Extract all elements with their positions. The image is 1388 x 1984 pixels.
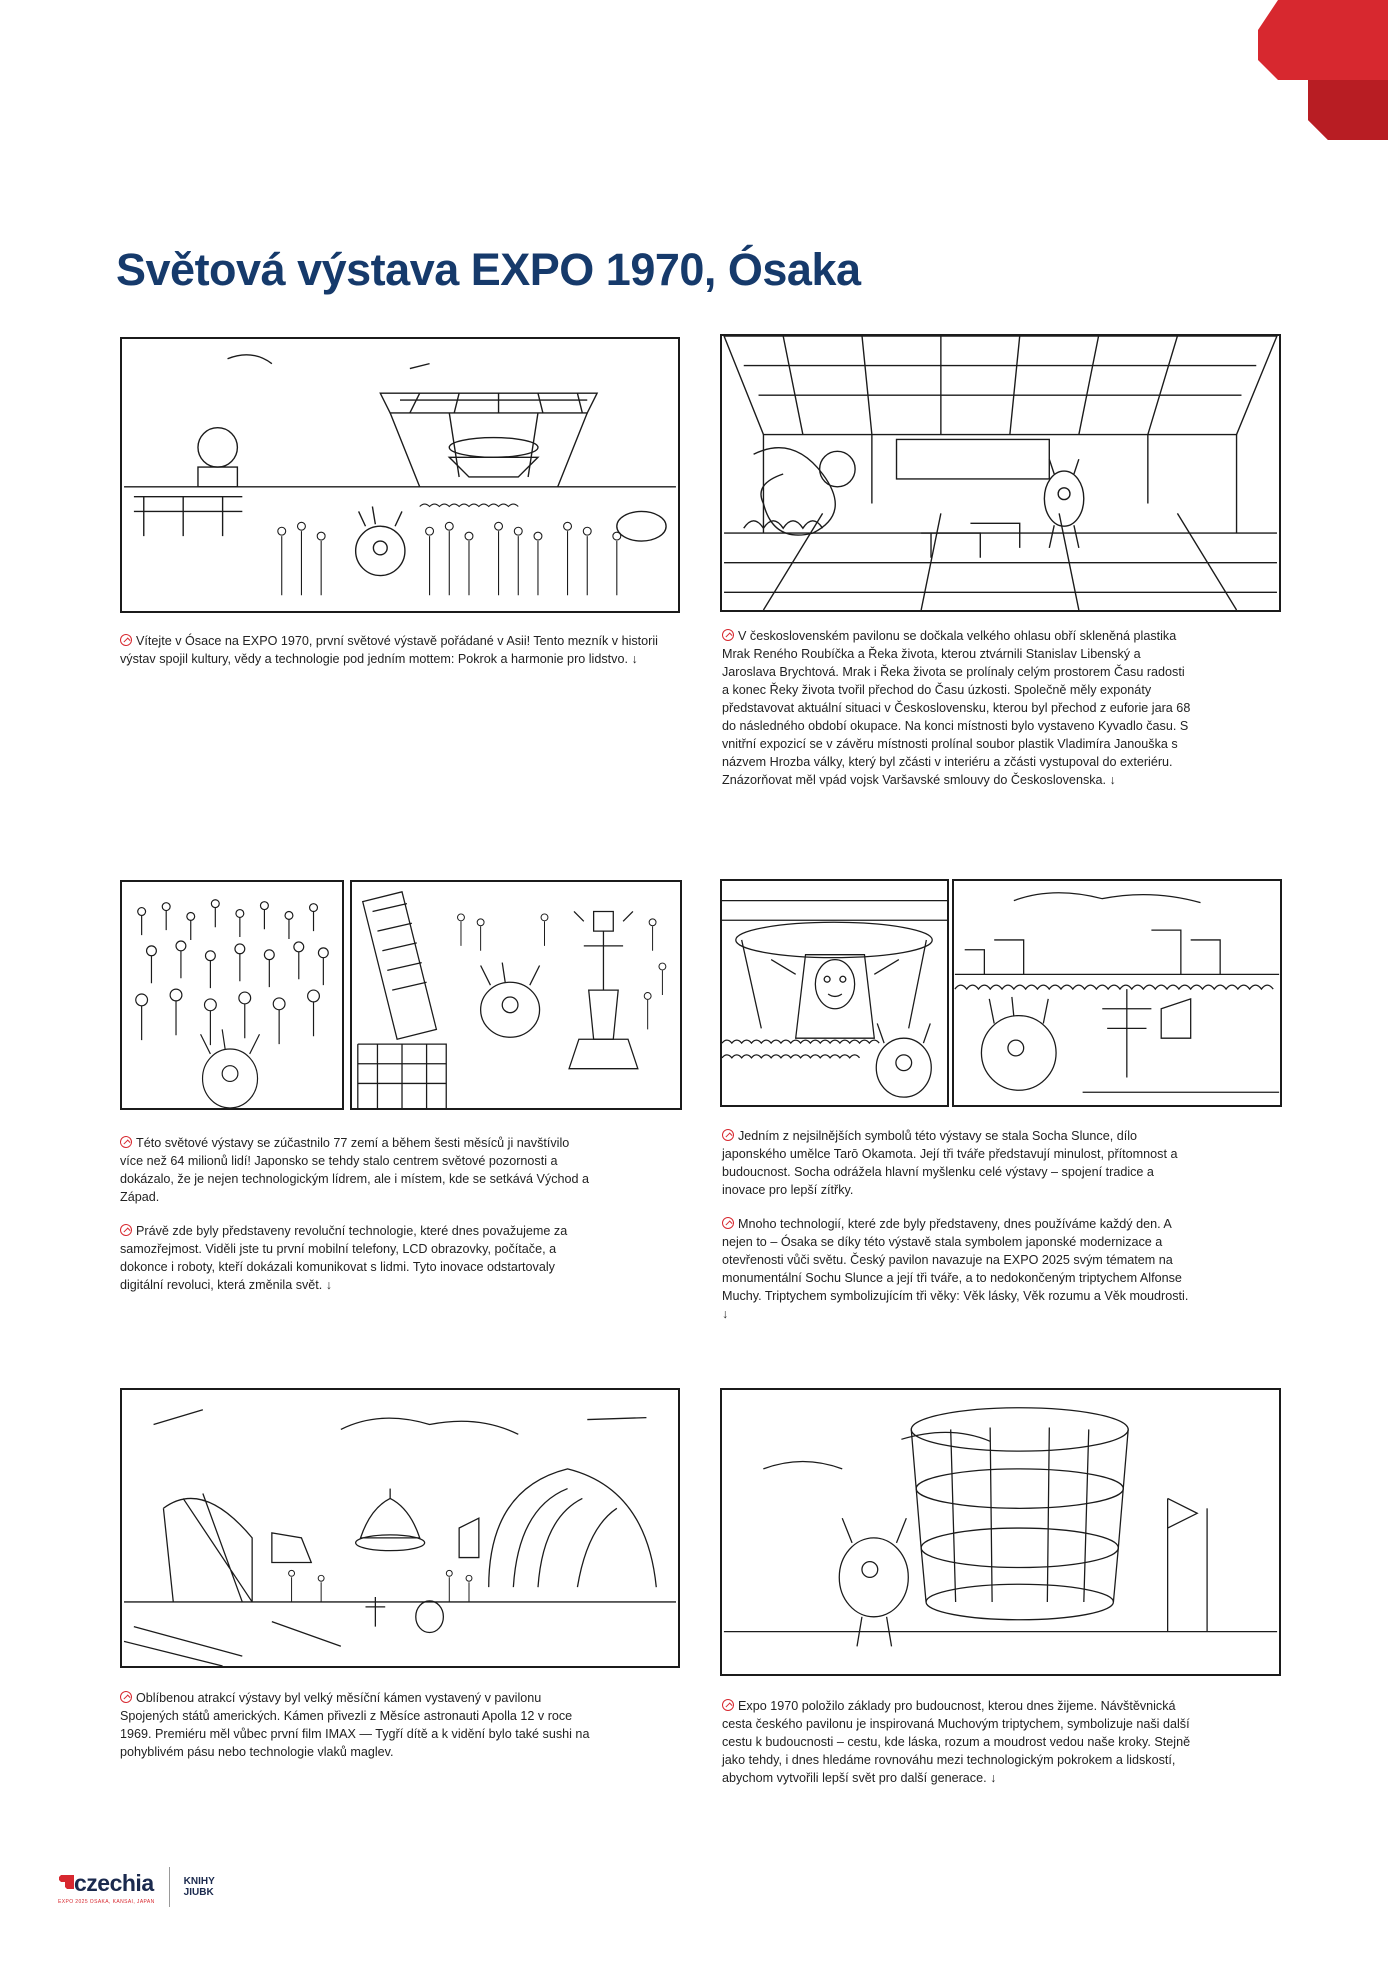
caption-4 — [722, 1127, 1192, 1323]
panel-tower-of-sun — [720, 879, 949, 1107]
caption-6 — [722, 1697, 1192, 1787]
caption-3-text-b: Právě zde byly představeny revoluční technologie, které dnes považujeme za samozřejmost. Viděli jste tu první mobilní telefony, LCD obrazovky, počítače, a dokonce i roboty, kteří dokázali komunikovat s lidmi. Tyto inovace odstartovaly digitální revoluci, která změnila svět. ↓ — [120, 1224, 568, 1292]
caption-3-text-a: Této světové výstavy se zúčastnilo 77 zemí a během šesti měsíců ji navštívilo více než 64 milionů lidí! Japonsko se tehdy stalo centrem světové pozornosti a dokázalo, že je nejen technologickým lídrem, ale i místem, kde se setkává Východ a Západ. — [120, 1136, 590, 1204]
publisher-line-1: KNIHY — [183, 1876, 215, 1887]
panel-moon-rock-pavilion — [120, 1388, 680, 1668]
panel-expo-grounds — [952, 879, 1282, 1107]
czechia-logo — [58, 1870, 155, 1905]
caption-4-text-a: Jedním z nejsilnějších symbolů této výstavy se stala Socha Slunce, dílo japonského umělce Tarō Okamota. Její tři tváře představují minulost, přítomnost a budoucnost. Socha odrážela hlavní myšlenku celé výstavy – spojení tradice a inovace pro lepší zítřky. — [722, 1129, 1178, 1197]
arrow-up-icon — [120, 1136, 132, 1148]
panel-crowd — [120, 880, 344, 1110]
panel-pavilion-interior — [720, 334, 1281, 612]
caption-2-text: V československém pavilonu se dočkala velkého ohlasu obří skleněná plastika Mrak Reného Roubíčka a Řeka života, kterou ztvárnili Stanislav Libenský a Jaroslava Brychtová. Mrak i Řeka života se prolínaly celým prostorem Času radosti a konec Řeky života tvořil přechod do Času úzkosti. Společně měly exponáty představovat aktuální situaci v Československu, kterou byl přechod z euforie jara 68 do následného období okupace. Na konci místnosti bylo vystaveno Kyvadlo času. S vnitřní expozicí se v závěru místnosti prolínal soubor plastik Vladimíra Janouška s názvem Hrozba války, který byl zčásti v interiéru a zčásti vystupoval do exteriéru. Znázorňovat měl vpád vojsk Varšavské smlouvy do Československa. ↓ — [722, 629, 1191, 787]
panel-expo-plaza — [120, 337, 680, 613]
arrow-up-right-icon — [120, 1224, 132, 1236]
moon-rock-pavilion-sketch-icon — [122, 1390, 678, 1666]
caption-4-text-b: Mnoho technologií, které zde byly představeny, dnes používáme každý den. A nejen to – Ósaka se díky této výstavě stala symbolem japonské modernizace a otevřenosti vůči světu. Český pavilon navazuje na EXPO 2025 svým tématem na monumentální Sochu Slunce a její tři tváře, a to nedokončeným triptychem Alfonse Muchy. Triptychem symbolizujícím tři věky: Věk lásky, Věk rozumu a Věk moudrosti. ↓ — [722, 1217, 1189, 1321]
caption-1-text: Vítejte v Ósace na EXPO 1970, první světové výstavě pořádané v Asii! Tento mezník v historii výstav spojil kultury, vědy a technologie pod jedním mottem: Pokrok a harmonie pro lidstvo. ↓ — [120, 634, 658, 666]
arrow-up-icon — [120, 1691, 132, 1703]
czechia-wordmark: czechia — [74, 1869, 154, 1896]
footer-divider — [169, 1867, 170, 1907]
caption-1 — [120, 632, 680, 668]
panel-mobile-robot — [350, 880, 682, 1110]
caption-6-text: Expo 1970 položilo základy pro budoucnost, kterou dnes žijeme. Návštěvnická cesta českého pavilonu je inspirovaná Muchovým triptychem, symbolizuje naši další cestu k budoucnosti – cestu, kde láska, rozum a moudrost vedou naše kroky. Stejně jako tehdy, i dnes hledáme rovnováhu mezi technologickým pokrokem a lidskostí, abychom vytvořili lepší svět pro další generace. ↓ — [722, 1699, 1191, 1785]
cylindrical-pavilion-sketch-icon — [722, 1390, 1279, 1674]
corner-logo-mark-icon — [1238, 0, 1388, 150]
mobile-robot-sketch-icon — [352, 882, 680, 1108]
arrow-up-icon — [120, 634, 132, 646]
arrow-up-icon — [722, 629, 734, 641]
arrow-up-right-icon — [722, 1217, 734, 1229]
caption-3 — [120, 1134, 590, 1294]
page-title: Světová výstava EXPO 1970, Ósaka — [116, 244, 861, 295]
czechia-subtitle: EXPO 2025 OSAKA, KANSAI, JAPAN — [58, 1898, 155, 1905]
panel-cylindrical-pavilion — [720, 1388, 1281, 1676]
expo-plaza-sketch-icon — [122, 339, 678, 611]
pavilion-interior-sketch-icon — [722, 336, 1279, 610]
crowd-sketch-icon — [122, 882, 342, 1108]
caption-5 — [120, 1689, 590, 1761]
caption-5-text: Oblíbenou atrakcí výstavy byl velký měsíční kámen vystavený v pavilonu Spojených států amerických. Kámen přivezli z Měsíce astronauti Apolla 12 v roce 1969. Premiéru měl vůbec první film IMAX — Tygří dítě a k vidění bylo také sushi na pohyblivém pásu nebo technologie vlaků maglev. — [120, 1691, 590, 1759]
publisher-line-2: JIUBK — [183, 1887, 214, 1898]
footer-logo — [58, 1867, 215, 1907]
tower-of-sun-sketch-icon — [722, 881, 947, 1105]
arrow-up-icon — [722, 1129, 734, 1141]
publisher-logo — [184, 1876, 215, 1898]
czechia-mark-icon — [58, 1875, 74, 1891]
caption-2 — [722, 627, 1192, 789]
arrow-up-icon — [722, 1699, 734, 1711]
expo-grounds-sketch-icon — [954, 881, 1280, 1105]
